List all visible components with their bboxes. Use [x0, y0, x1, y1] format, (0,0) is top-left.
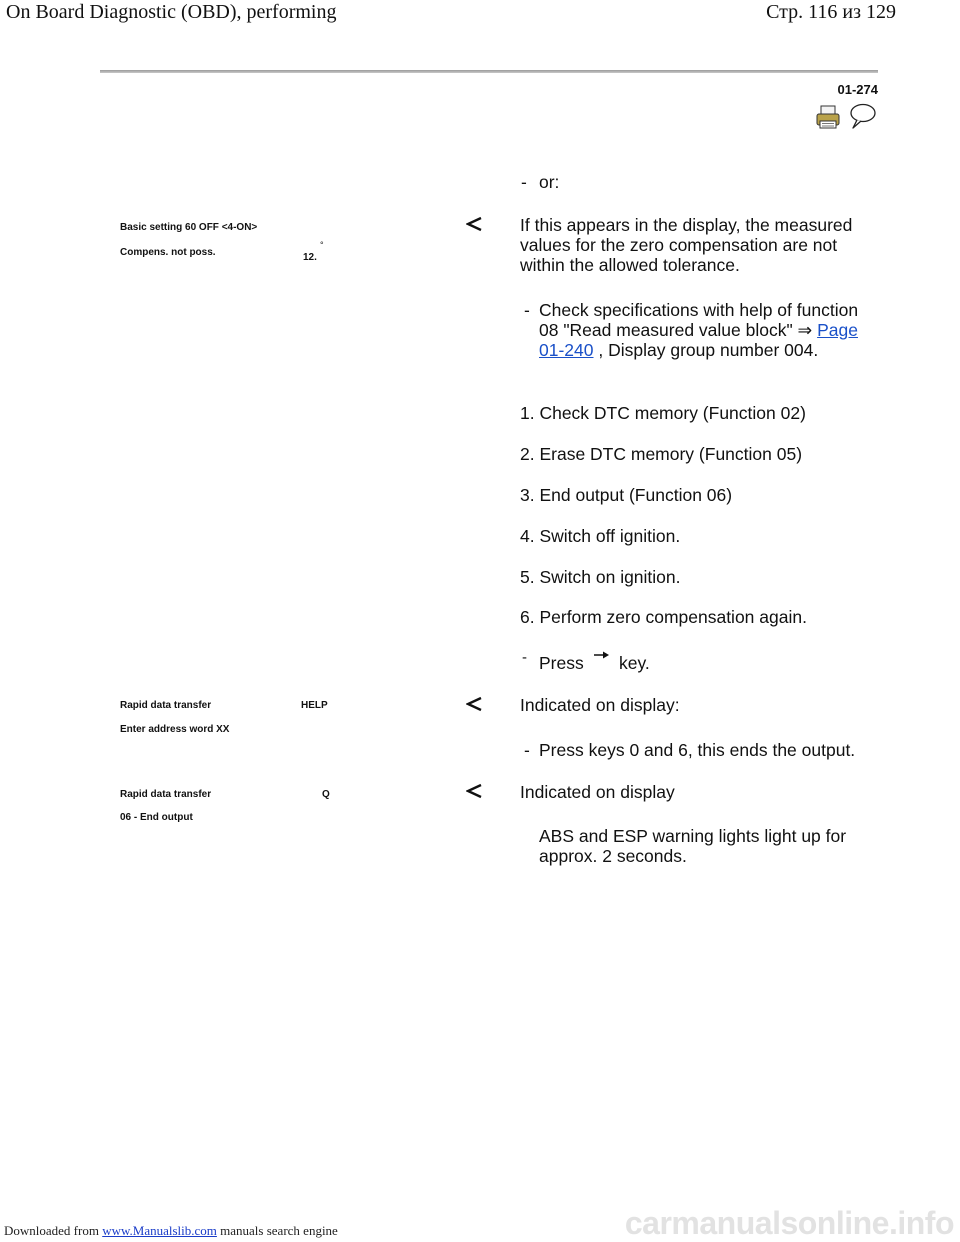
document-title: On Board Diagnostic (OBD), performing: [6, 1, 337, 23]
printer-icon[interactable]: [815, 104, 841, 130]
footer-suffix: manuals search engine: [220, 1223, 338, 1238]
display-help: HELP: [301, 700, 328, 711]
note-zero-compensation: If this appears in the display, the measured values for the zero compensation are not within the allowed tolerance.: [520, 215, 853, 275]
left-arrow-icon: [466, 216, 482, 232]
footer-link[interactable]: www.Manualslib.com: [102, 1223, 217, 1238]
header-rule: [100, 70, 878, 73]
step-4: 4. Switch off ignition.: [520, 526, 681, 546]
dash-bullet: -: [521, 172, 527, 192]
display-line-basic-setting: Basic setting 60 OFF <4-ON>: [120, 222, 258, 233]
dash-bullet: -: [524, 300, 530, 320]
left-arrow-icon: [466, 783, 482, 799]
page-number: 01-274: [837, 82, 878, 97]
footer: [4, 1223, 338, 1239]
left-arrow-icon: [466, 696, 482, 712]
page-link[interactable]: Page 01-240: [539, 320, 858, 360]
display-q: Q: [322, 789, 330, 800]
right-arrow-key-icon: [593, 650, 611, 660]
watermark: carmanualsonline.info: [624, 1205, 954, 1241]
step-5: 5. Switch on ignition.: [520, 567, 681, 587]
step-2: 2. Erase DTC memory (Function 05): [520, 444, 803, 464]
press-key-text: key.: [619, 653, 650, 673]
step-6: 6. Perform zero compensation again.: [520, 607, 807, 627]
note-indicated-display: Indicated on display:: [520, 695, 680, 715]
check-text-post: , Display group number 004.: [598, 340, 819, 360]
display-line-end-output: 06 - End output: [120, 812, 193, 823]
display-unit: °: [320, 240, 324, 250]
footer-prefix: Downloaded from: [4, 1223, 99, 1238]
dash-bullet: -: [522, 649, 527, 666]
check-specifications-item: [539, 300, 875, 360]
display-line-rapid: Rapid data transfer: [120, 789, 212, 800]
press-text: Press: [539, 653, 584, 673]
page-counter: Стр. 116 из 129: [766, 1, 896, 23]
or-item: or:: [539, 172, 560, 192]
check-text-pre: Check specifications with help of function 08 "Read measured value block" ⇒: [539, 300, 859, 340]
note-indicated-display-2: Indicated on display: [520, 782, 675, 802]
result-text: ABS and ESP warning lights light up for approx. 2 seconds.: [539, 826, 847, 866]
display-line-address: Enter address word XX: [120, 724, 230, 735]
display-line-compens: Compens. not poss.: [120, 247, 216, 258]
display-line-rapid: Rapid data transfer: [120, 700, 212, 711]
step-1: 1. Check DTC memory (Function 02): [520, 403, 806, 423]
press-keys-item: Press keys 0 and 6, this ends the output.: [539, 740, 856, 760]
display-value: 12.: [303, 252, 317, 263]
step-3: 3. End output (Function 06): [520, 485, 733, 505]
dash-bullet: -: [524, 740, 530, 760]
speech-bubble-icon[interactable]: [847, 102, 877, 130]
